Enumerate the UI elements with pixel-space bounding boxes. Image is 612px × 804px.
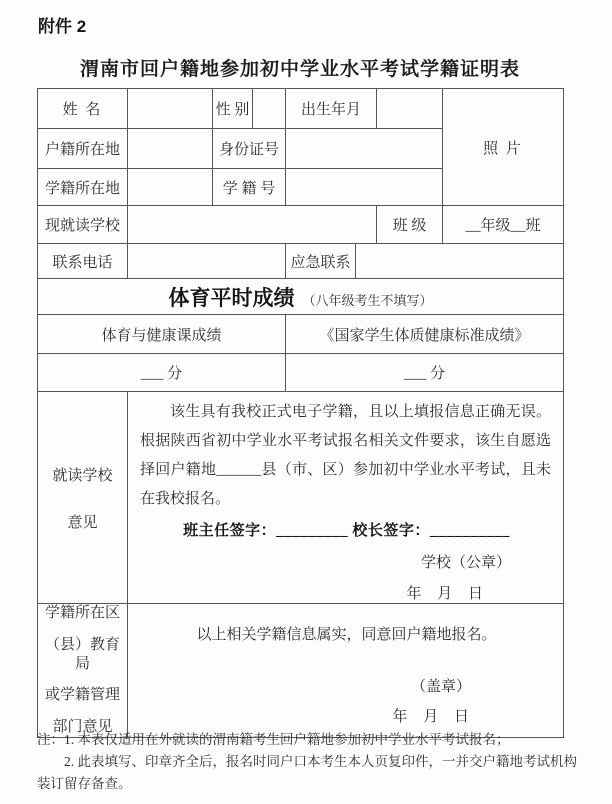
birth-value-cell: [377, 89, 443, 129]
bureau-opinion-label-line1: 学籍所在区: [44, 605, 120, 621]
emergency-label: 应急联系: [286, 244, 356, 279]
row-pe-header: [38, 279, 564, 315]
student-no-value-cell: [286, 169, 443, 206]
school-opinion-content: [128, 392, 564, 604]
name-value-cell: [128, 89, 213, 129]
id-number-value-cell: [286, 129, 443, 169]
bureau-opinion-content: [128, 604, 564, 738]
pe-course-score-cell: ___ 分: [38, 354, 286, 392]
bureau-opinion-label-line2: （县）教育局: [44, 636, 120, 672]
household-label: 户籍所在地: [38, 129, 128, 169]
pe-header-title: 体育平时成绩: [168, 286, 295, 310]
class-label: 班 级: [377, 206, 443, 244]
school-date-line: 年 月 日: [406, 586, 490, 602]
bureau-opinion-label: [38, 604, 128, 738]
row-current-school: [38, 206, 564, 244]
current-school-value-cell: [128, 206, 377, 244]
form-title: 渭南市回户籍地参加初中学业水平考试学籍证明表: [79, 59, 520, 80]
id-number-label: 身份证号: [213, 129, 286, 169]
class-value-cell: __年级__班: [443, 206, 564, 244]
bureau-statement: 以上相关学籍信息属实，同意回户籍地报名。: [196, 627, 497, 644]
row-pe-labels: [38, 315, 564, 354]
current-school-label: 现就读学校: [38, 206, 128, 244]
row-name: [38, 89, 564, 129]
name-label: 姓 名: [38, 89, 128, 129]
row-phone: [38, 244, 564, 279]
phone-value-cell: [128, 244, 286, 279]
row-school-opinion: [38, 392, 564, 604]
pe-section-header: [38, 279, 564, 315]
certificate-form-table: [37, 88, 564, 738]
pe-course-label: 体育与健康课成绩: [38, 315, 286, 354]
student-no-label: 学 籍 号: [213, 169, 286, 206]
gender-value-cell: [253, 89, 286, 129]
photo-box: 照 片: [443, 89, 564, 206]
bureau-seal-line: （盖章）: [411, 679, 472, 696]
school-opinion-paragraph: 该生具有我校正式电子学籍，且以上填报信息正确无误。根据陕西省初中学业水平考试报名相关文件要求，该生自愿选择回户籍地______县（市、区）参加初中学业水平考试，且未在我校报名。: [140, 404, 552, 507]
student-reg-value-cell: [128, 169, 213, 206]
pe-standard-score-cell: ___ 分: [286, 354, 564, 392]
school-seal-line: 学校（公章）: [421, 555, 512, 571]
gender-label: 性 别: [213, 89, 253, 129]
emergency-value-cell: [356, 244, 564, 279]
phone-label: 联系电话: [38, 244, 128, 279]
student-reg-label: 学籍所在地: [38, 169, 128, 206]
household-value-cell: [128, 129, 213, 169]
row-bureau-opinion: [38, 604, 564, 738]
school-opinion-label-line1: 就读学校: [52, 467, 113, 484]
bureau-date-line: 年 月 日: [392, 709, 476, 726]
bureau-opinion-label-line4: 部门意见: [52, 719, 113, 735]
pe-standard-label: 《国家学生体质健康标准成绩》: [286, 315, 564, 354]
pe-header-note: （八年级考生不填写）: [302, 292, 433, 308]
footnote-2: 2. 此表填写、印章齐全后，报名时同户口本考生本人页复印件，一并交户籍地考试机构装订留存备查。: [37, 754, 577, 791]
row-pe-scores: [38, 354, 564, 392]
attachment-label: 附件 2: [38, 17, 87, 36]
school-opinion-label: [38, 392, 128, 604]
bureau-opinion-label-line3: 或学籍管理: [44, 687, 120, 704]
footnotes: [37, 729, 577, 795]
footnote-1: 注：1. 本表仅适用在外就读的渭南籍考生回户籍地参加初中学业水平考试报名；: [37, 732, 510, 747]
signature-line: 班主任签字：_________ 校长签字：__________: [183, 523, 510, 539]
birth-label: 出生年月: [286, 89, 377, 129]
school-opinion-label-line2: 意见: [67, 514, 98, 531]
